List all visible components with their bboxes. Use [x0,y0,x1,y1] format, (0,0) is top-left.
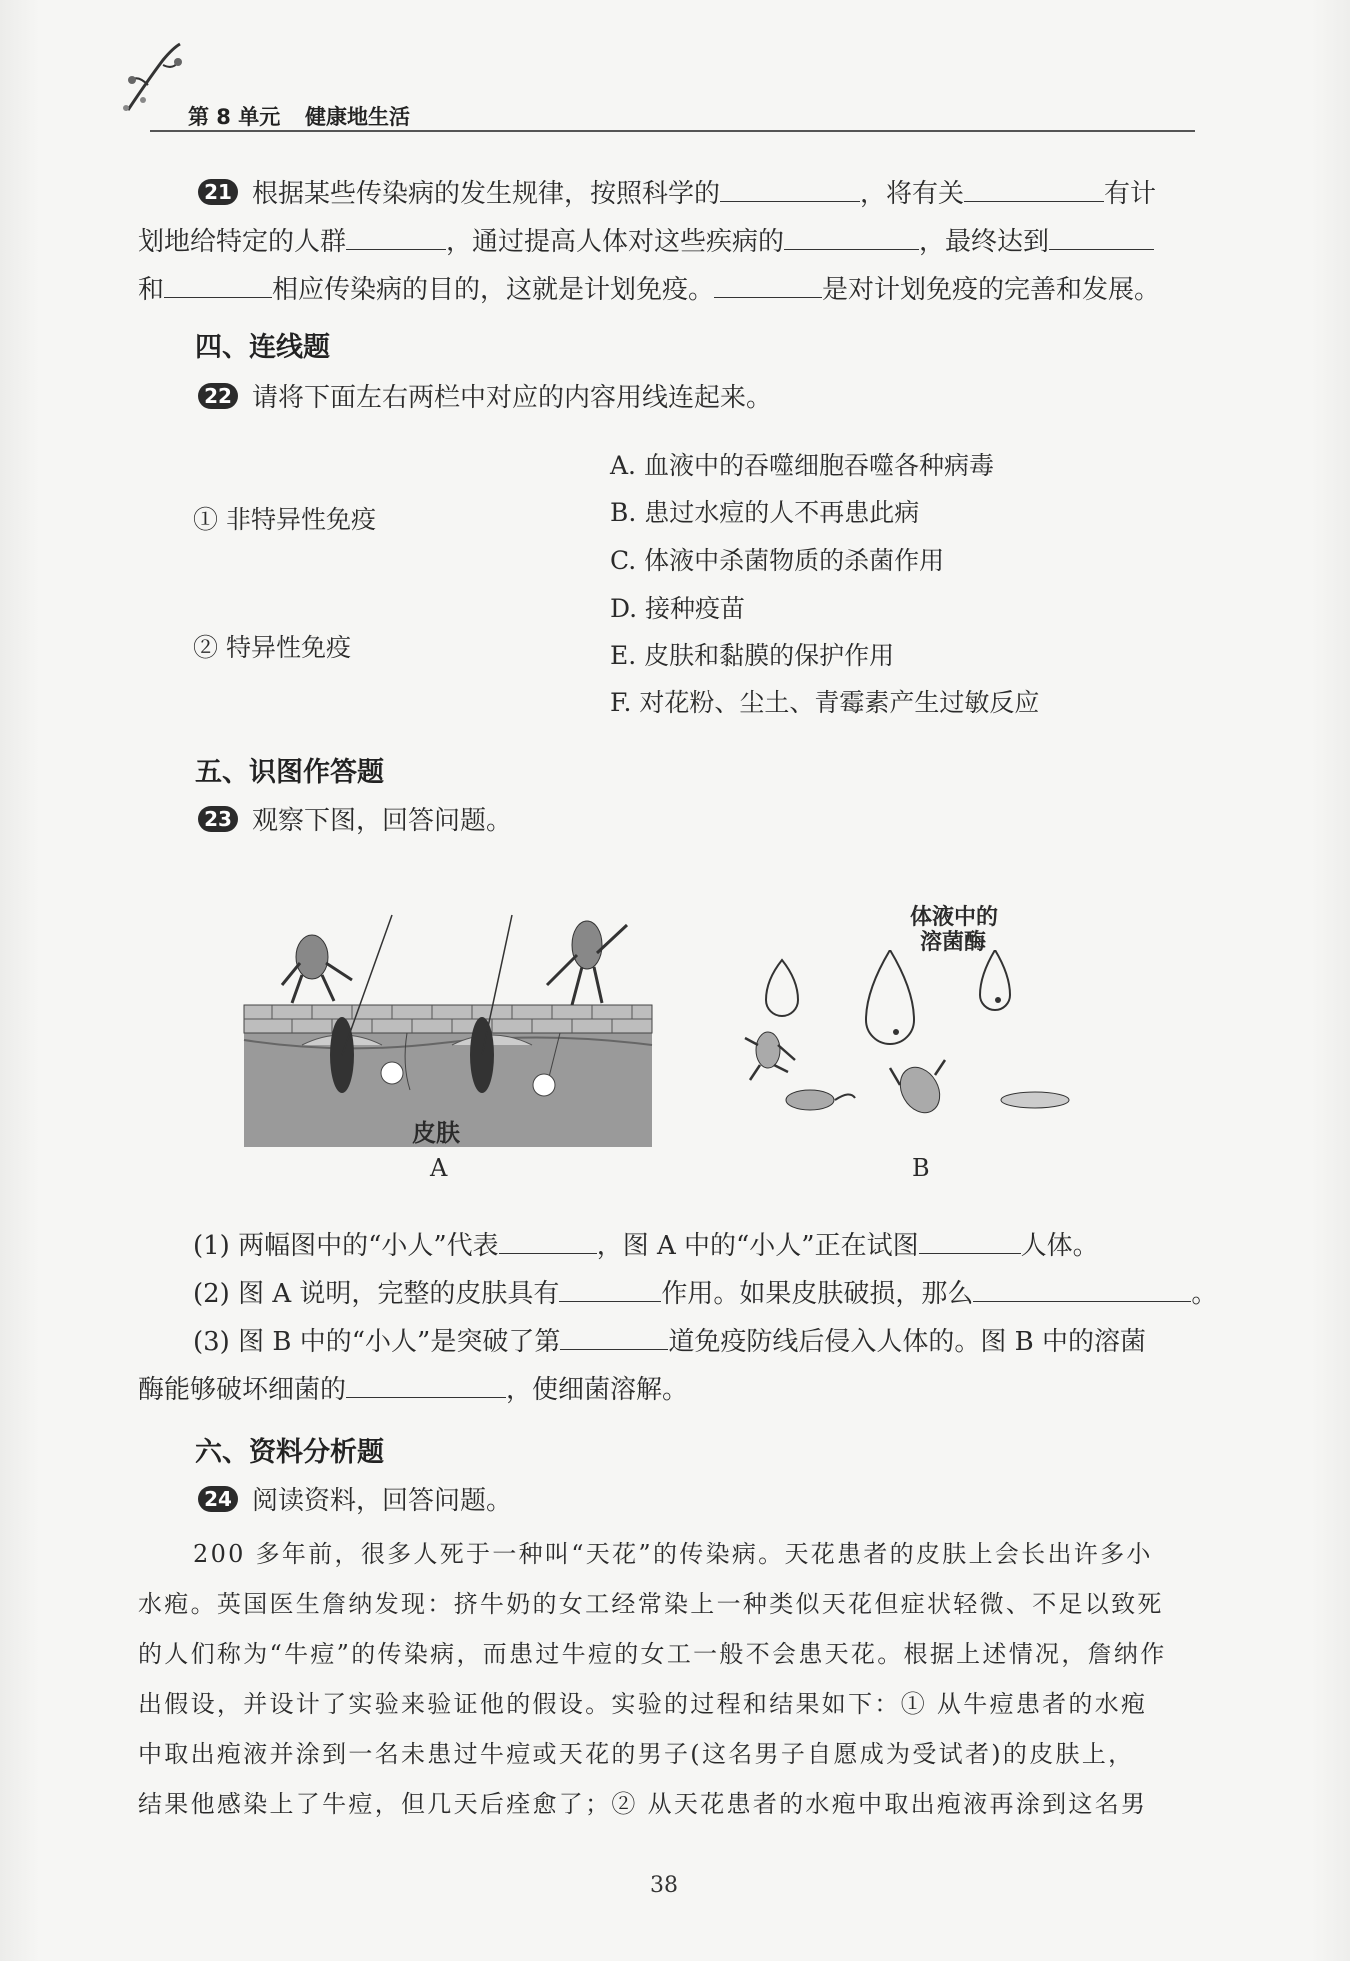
header-title: 健康地生活 [305,105,410,129]
q22-right-a[interactable]: A. 血液中的吞噬细胞吞噬各种病毒 [610,451,994,480]
q23-prompt-text: 观察下图，回答问题。 [252,806,513,836]
q21-blank-4[interactable] [784,219,919,250]
q22-prompt-text: 请将下面左右两栏中对应的内容用线连起来。 [252,383,773,413]
q23-sub-1-a: (1) 两幅图中的“小人”代表 [193,1231,499,1261]
section-4-title: 四、连线题 [195,332,330,363]
q23-sub-2-b: 作用。如果皮肤破损，那么 [661,1279,974,1309]
q23-blank-4[interactable] [973,1271,1191,1302]
section-5-title: 五、识图作答题 [195,757,384,788]
q21-text-a: 根据某些传染病的发生规律，按照科学的 [252,179,721,209]
q23-sub-3-b: 道免疫防线后侵入人体的。图 B 中的溶菌 [668,1327,1146,1357]
q24-line-3: 的人们称为“牛痘”的传染病，而患过牛痘的女工一般不会患天花。根据上述情况，詹纳作 [138,1640,1167,1668]
q22-right-f[interactable]: F. 对花粉、尘土、青霉素产生过敏反应 [610,688,1040,717]
q24-prompt [198,1477,512,1525]
q24-line-5: 中取出疱液并涂到一名未患过牛痘或天花的男子(这名男子自愿成为受试者)的皮肤上， [138,1740,1135,1768]
q23-blank-1[interactable] [499,1223,597,1254]
plum-blossom-icon [118,40,198,120]
q23-blank-2[interactable] [919,1223,1021,1254]
q21-blank-5[interactable] [1049,219,1154,250]
figure-a-skin-label: 皮肤 [412,1118,460,1147]
q21-line1 [198,170,1156,218]
q21-blank-1[interactable] [720,171,860,202]
q23-prompt [198,797,512,845]
header-divider [150,130,1195,132]
q21-blank-3[interactable] [346,219,446,250]
q23-sub-1-b: ，图 A 中的“小人”正在试图 [596,1231,919,1261]
q23-sub-2-c: 。 [1191,1279,1218,1309]
q21-text-h: 相应传染病的目的，这就是计划免疫。 [272,275,715,305]
q23-sub-2 [193,1270,1217,1318]
q24-line-2: 水疱。英国医生詹纳发现：挤牛奶的女工经常染上一种类似天花但症状轻微、不足以致死 [138,1590,1164,1618]
q21-line3 [138,266,1160,314]
q23-blank-6[interactable] [346,1367,506,1398]
germ-figure-left-icon [282,935,352,1003]
q22-prompt [198,374,772,422]
q21-text-i: 是对计划免疫的完善和发展。 [822,275,1161,305]
q22-number: 22 [198,383,238,409]
q23-sub-3b-b: ，使细菌溶解。 [506,1375,689,1405]
q23-sub-1 [193,1222,1099,1270]
q24-line-4: 出假设，并设计了实验来验证他的假设。实验的过程和结果如下：① 从牛痘患者的水疱 [138,1690,1148,1718]
q24-prompt-text: 阅读资料，回答问题。 [252,1486,513,1516]
q22-right-c[interactable]: C. 体液中杀菌物质的杀菌作用 [610,546,945,575]
figure-b-label-1: 体液中的 [910,904,999,930]
q23-blank-3[interactable] [559,1271,661,1302]
q22-left-1[interactable]: ① 非特异性免疫 [193,505,376,534]
q23-sub-3b-a: 酶能够破坏细菌的 [138,1375,347,1405]
q21-line2 [138,218,1154,266]
q21-text-g: 和 [138,275,165,305]
q21-text-d: 划地给特定的人群 [138,227,347,257]
q21-text-b: ，将有关 [860,179,965,209]
q23-sub-3-a: (3) 图 B 中的“小人”是突破了第 [193,1327,561,1357]
q22-right-d[interactable]: D. 接种疫苗 [610,594,746,623]
germ-figure-fallen-icon [786,1090,855,1110]
figure-a-caption: A [430,1154,448,1182]
figure-b-label-2: 溶菌酶 [920,929,987,955]
header-unit: 第 8 单元 [188,105,281,129]
q22-right-b[interactable]: B. 患过水痘的人不再患此病 [610,498,920,527]
q21-blank-6[interactable] [164,267,272,298]
figure-b-lysozyme [740,950,1080,1150]
page-number: 38 [650,1873,678,1898]
q22-right-e[interactable]: E. 皮肤和黏膜的保护作用 [610,641,895,670]
q23-sub-3b [138,1366,688,1414]
q21-text-e: ，通过提高人体对这些疾病的 [446,227,785,257]
q23-sub-3 [193,1318,1146,1366]
q24-line-1: 200 多年前，很多人死于一种叫“天花”的传染病。天花患者的皮肤上会长出许多小 [193,1540,1153,1568]
germ-figure-dissolving-icon [890,1060,948,1120]
figure-b-caption: B [912,1154,930,1182]
section-6-title: 六、资料分析题 [195,1437,384,1468]
germ-figure-right-icon [547,921,627,1005]
q23-number: 23 [198,806,238,832]
q21-number: 21 [198,179,238,205]
germ-figure-running-icon [745,1032,795,1080]
q21-blank-7[interactable] [714,267,822,298]
q23-sub-2-a: (2) 图 A 说明，完整的皮肤具有 [193,1279,560,1309]
q23-sub-1-c: 人体。 [1020,1231,1099,1261]
q21-text-f: ，最终达到 [919,227,1050,257]
q24-line-6: 结果他感染上了牛痘，但几天后痊愈了；② 从天花患者的水疱中取出疱液再涂到这名男 [138,1790,1148,1818]
q22-left-2[interactable]: ② 特异性免疫 [193,633,351,662]
q23-blank-5[interactable] [560,1319,668,1350]
q21-text-c: 有计 [1104,179,1157,209]
q21-blank-2[interactable] [964,171,1104,202]
q24-number: 24 [198,1486,238,1512]
